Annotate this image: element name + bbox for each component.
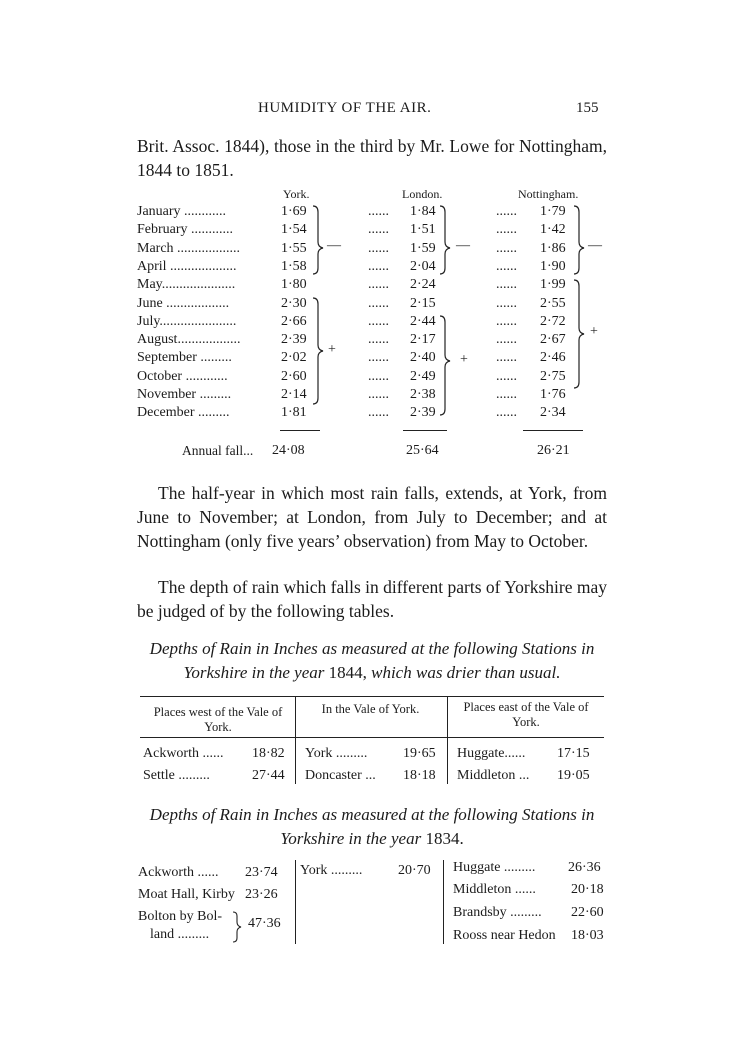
london-value: 1·84	[410, 204, 436, 219]
london-value: 2·49	[410, 368, 436, 384]
t1834-east-value-1: 20·18	[571, 882, 604, 897]
london-value: 2·04	[410, 258, 436, 274]
caption-1844-year: 1844,	[328, 663, 367, 682]
t1834-east-name-2: Brandsby .........	[453, 905, 542, 920]
t1844-east-value-0: 17·15	[557, 746, 590, 761]
york-value: 2·39	[281, 332, 307, 348]
leader-dots: ......	[496, 204, 517, 219]
t1834-east-value-2: 22·60	[571, 905, 604, 920]
leader-dots: ......	[368, 222, 389, 238]
running-head: HUMIDITY OF THE AIR.	[258, 100, 432, 116]
nottingham-value: 1·76	[540, 387, 566, 402]
month-label: October ............	[137, 368, 228, 384]
half-year-paragraph: The half-year in which most rain falls, extends, at York, from June to November; at London, from July to December; and at Nottingham (only five years’ observation) from May to October.	[137, 483, 607, 551]
york-value: 2·14	[281, 387, 307, 402]
t1844-east-name-0: Huggate......	[457, 746, 526, 761]
notts-plus: +	[590, 324, 598, 339]
leader-dots: ......	[496, 277, 517, 293]
month-label: April ...................	[137, 258, 237, 274]
london-plus: +	[460, 352, 468, 367]
leader-dots: ......	[368, 368, 389, 384]
t1834-west-name-0: Ackworth ......	[138, 865, 219, 880]
london-value: 1·59	[410, 240, 436, 256]
leader-dots: ......	[368, 350, 389, 366]
col-header-york: York.	[283, 187, 310, 201]
table-1834-divider-2	[443, 860, 444, 944]
leader-dots: ......	[368, 313, 389, 329]
month-label: March ..................	[137, 240, 241, 256]
t1844-west-name-1: Settle .........	[143, 768, 210, 783]
nottingham-value: 1·79	[540, 204, 566, 219]
london-value: 2·17	[410, 332, 436, 348]
annual-label: Annual fall...	[182, 443, 254, 458]
leader-dots: ......	[368, 277, 389, 293]
t1834-vale-name-0: York .........	[300, 863, 363, 878]
caption-1834	[137, 803, 607, 851]
caption-1844	[137, 637, 607, 685]
t1844-west-value-1: 27·44	[252, 768, 285, 783]
york-value: 2·60	[281, 368, 307, 384]
table-1844-divider-1	[295, 696, 296, 784]
nottingham-value: 2·67	[540, 332, 566, 348]
london-minus: —	[456, 238, 470, 253]
month-label: May.....................	[137, 277, 236, 293]
col-header-nottingham: Nottingham.	[518, 187, 579, 201]
t1834-east-name-3: Rooss near Hedon	[453, 928, 556, 943]
leader-dots: ......	[496, 332, 517, 348]
nottingham-value: 2·34	[540, 405, 566, 421]
t1844-west-name-0: Ackworth ......	[143, 746, 224, 761]
t1834-bolton-line1: Bolton by Bol-	[138, 909, 223, 924]
t1834-vale-value-0: 20·70	[398, 863, 431, 878]
leader-dots: ......	[496, 368, 517, 384]
york-value: 1·69	[281, 204, 307, 219]
brace-york-jun-nov	[313, 298, 323, 404]
york-value: 1·54	[281, 222, 307, 238]
t1834-east-name-1: Middleton ......	[453, 882, 536, 897]
table-1844-head-west: Places west of the Vale of York.	[153, 705, 283, 734]
leader-dots: ......	[368, 240, 389, 256]
leader-dots: ......	[496, 405, 517, 421]
nottingham-value: 2·75	[540, 368, 566, 384]
york-value: 2·66	[281, 313, 307, 329]
leader-dots: ......	[496, 387, 517, 402]
t1844-east-name-1: Middleton ...	[457, 768, 530, 783]
t1834-west-name-1: Moat Hall, Kirby	[138, 887, 235, 902]
col-header-london: London.	[402, 187, 443, 201]
annual-notts: 26·21	[537, 443, 570, 458]
table-1844-head-vale: In the Vale of York.	[321, 702, 420, 716]
leader-dots: ......	[496, 258, 517, 274]
t1834-east-value-0: 26·36	[568, 860, 601, 875]
intro-paragraph: Brit. Assoc. 1844), those in the third by Mr. Lowe for Nottingham, 1844 to 1851.	[137, 136, 607, 180]
caption-1834-line2a: Yorkshire in the year	[280, 829, 422, 848]
table-1844-head-rule	[140, 737, 604, 738]
month-label: November .........	[137, 387, 232, 402]
t1834-bolton-line2: land .........	[150, 927, 210, 942]
table-1844-top-rule	[140, 696, 604, 697]
leader-dots: ......	[368, 204, 389, 219]
monthly-rain-table	[0, 0, 750, 480]
york-minus: —	[327, 238, 341, 253]
t1844-vale-value-1: 18·18	[403, 768, 436, 783]
table-1834-divider-1	[295, 860, 296, 944]
york-value: 2·30	[281, 295, 307, 311]
table-1844-divider-2	[447, 696, 448, 784]
york-value: 1·55	[281, 240, 307, 256]
nottingham-value: 2·46	[540, 350, 566, 366]
leader-dots: ......	[496, 222, 517, 238]
caption-1844-line2a: Yorkshire in the year	[183, 663, 325, 682]
month-label: June ..................	[137, 295, 230, 311]
york-plus: +	[328, 342, 336, 357]
york-value: 1·81	[281, 405, 307, 421]
leader-dots: ......	[496, 295, 517, 311]
nottingham-value: 1·99	[540, 277, 566, 293]
london-value: 2·38	[410, 387, 436, 402]
t1844-vale-name-1: Doncaster ...	[305, 768, 376, 783]
nottingham-value: 1·90	[540, 258, 566, 274]
york-value: 1·58	[281, 258, 307, 274]
t1844-east-value-1: 19·05	[557, 768, 590, 783]
table-1844-head-east: Places east of the Vale of York.	[463, 700, 589, 729]
month-label: December .........	[137, 405, 230, 421]
t1834-west-value-1: 23·26	[245, 887, 278, 902]
leader-dots: ......	[368, 405, 389, 421]
nottingham-value: 1·86	[540, 240, 566, 256]
brace-london-jul-dec	[440, 316, 450, 415]
t1834-east-value-3: 18·03	[571, 928, 604, 943]
leader-dots: ......	[368, 387, 389, 402]
month-label: July......................	[137, 313, 237, 329]
month-label: February ............	[137, 222, 234, 238]
york-value: 2·02	[281, 350, 307, 366]
brace-notts-jan-apr	[574, 206, 584, 274]
london-value: 2·39	[410, 405, 436, 421]
london-value: 2·40	[410, 350, 436, 366]
leader-dots: ......	[496, 313, 517, 329]
bolton-brace	[230, 910, 246, 944]
leader-dots: ......	[496, 350, 517, 366]
sum-rule-london	[403, 430, 447, 431]
leader-dots: ......	[368, 258, 389, 274]
leader-dots: ......	[368, 295, 389, 311]
t1834-east-name-0: Huggate .........	[453, 860, 536, 875]
leader-dots: ......	[496, 240, 517, 256]
nottingham-value: 1·42	[540, 222, 566, 238]
leader-dots: ......	[368, 332, 389, 348]
bracket-marks	[0, 0, 750, 480]
sum-rule-notts	[523, 430, 583, 431]
london-value: 2·15	[410, 295, 436, 311]
annual-york: 24·08	[272, 443, 305, 458]
london-value: 2·44	[410, 313, 436, 329]
brace-london-jan-apr	[440, 206, 450, 274]
brace-notts-may-oct	[574, 280, 584, 388]
caption-1834-line1: Depths of Rain in Inches as measured at the following Stations in	[149, 805, 595, 824]
london-value: 2·24	[410, 277, 436, 293]
t1844-west-value-0: 18·82	[252, 746, 285, 761]
month-label: August..................	[137, 332, 241, 348]
york-value: 1·80	[281, 277, 307, 293]
nottingham-value: 2·72	[540, 313, 566, 329]
t1834-west-value-0: 23·74	[245, 865, 278, 880]
month-label: September .........	[137, 350, 232, 366]
t1844-vale-name-0: York .........	[305, 746, 368, 761]
caption-1844-line2b: which was drier than usual.	[371, 663, 561, 682]
yorkshire-paragraph: The depth of rain which falls in different parts of Yorkshire may be judged of by the following tables.	[137, 577, 607, 621]
t1834-bolton-value: 47·36	[248, 916, 281, 931]
caption-1834-year: 1834.	[425, 829, 464, 848]
annual-london: 25·64	[406, 443, 439, 458]
caption-1844-line1: Depths of Rain in Inches as measured at the following Stations in	[149, 639, 595, 658]
month-label: January ............	[137, 204, 227, 219]
brace-york-jan-apr	[313, 206, 323, 274]
notts-minus: —	[588, 238, 602, 253]
nottingham-value: 2·55	[540, 295, 566, 311]
london-value: 1·51	[410, 222, 436, 238]
sum-rule-york	[280, 430, 320, 431]
t1844-vale-value-0: 19·65	[403, 746, 436, 761]
page-number: 155	[576, 100, 599, 116]
